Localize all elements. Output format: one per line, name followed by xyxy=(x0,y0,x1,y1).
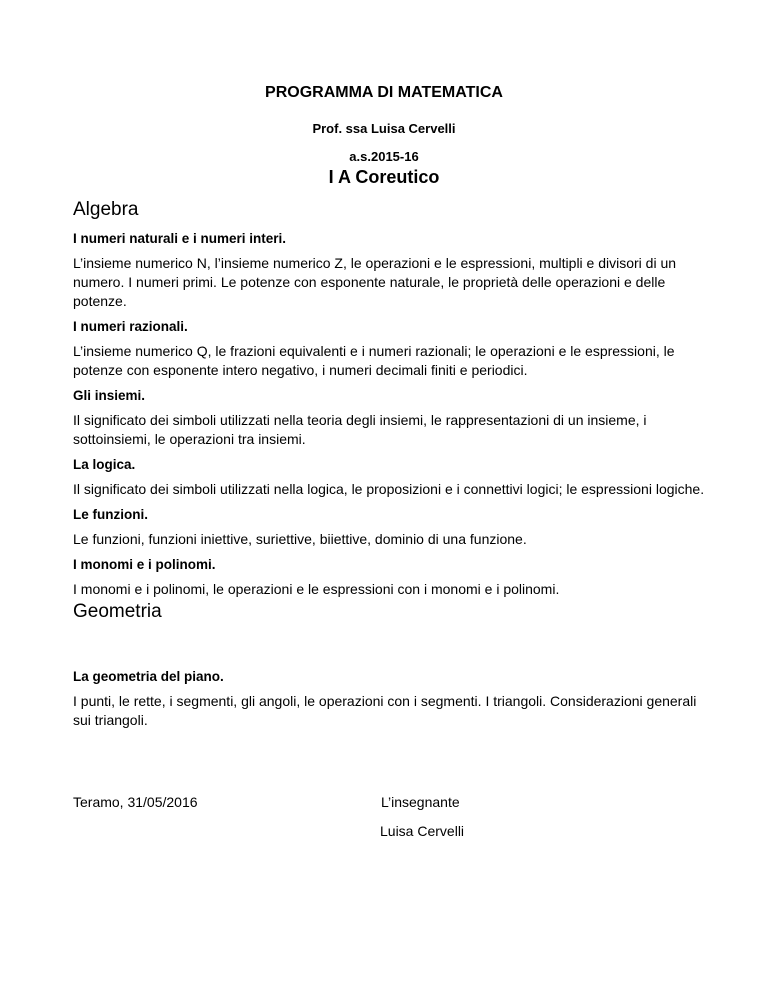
topic-title: I numeri razionali. xyxy=(73,319,188,334)
topic-title: La logica. xyxy=(73,457,136,472)
topic-description: I punti, le rette, i segmenti, gli angoli, le operazioni con i segmenti. I triangoli. Considerazioni generali sui triangoli. xyxy=(73,693,697,728)
topic-item xyxy=(73,387,713,449)
program-content xyxy=(73,197,713,730)
class-name: I A Coreutico xyxy=(328,167,440,187)
topic-item xyxy=(73,230,713,311)
document-title: PROGRAMMA DI MATEMATICA xyxy=(265,84,503,101)
author-name: Prof. ssa Luisa Cervelli xyxy=(312,121,456,136)
school-year: a.s.2015-16 xyxy=(349,149,419,164)
topic-item xyxy=(73,456,713,499)
topic-item xyxy=(73,506,713,549)
topic-description: L’insieme numerico Q, le frazioni equivalenti e i numeri razionali; le operazioni e le espressioni, le potenze con esponente intero negativo, i numeri decimali finiti e periodici. xyxy=(73,343,675,378)
section-heading-algebra: Algebra xyxy=(73,199,139,220)
signer-name: Luisa Cervelli xyxy=(380,823,465,839)
place-date: Teramo, 31/05/2016 xyxy=(73,794,198,810)
topic-description: I monomi e i polinomi, le operazioni e le espressioni con i monomi e i polinomi. xyxy=(73,581,560,597)
topic-description: Il significato dei simboli utilizzati nella teoria degli insiemi, le rappresentazioni di un insieme, i sottoinsiemi, le operazioni tra insiemi. xyxy=(73,412,647,447)
topic-item xyxy=(73,318,713,380)
topic-title: I monomi e i polinomi. xyxy=(73,557,216,572)
topic-description: Le funzioni, funzioni iniettive, suriettive, biiettive, dominio di una funzione. xyxy=(73,531,527,547)
signer-role: L’insegnante xyxy=(381,794,460,810)
topic-item xyxy=(73,668,713,730)
topic-description: L’insieme numerico N, l’insieme numerico Z, le operazioni e le espressioni, multipli e divisori di un numero. I numeri primi. Le potenze con esponente naturale, le proprietà delle operazioni e delle potenze. xyxy=(73,255,677,309)
topic-title: I numeri naturali e i numeri interi. xyxy=(73,231,287,246)
topic-title: Le funzioni. xyxy=(73,507,148,522)
topic-item xyxy=(73,556,713,599)
topic-title: La geometria del piano. xyxy=(73,669,224,684)
topic-description: Il significato dei simboli utilizzati nella logica, le proposizioni e i connettivi logici; le espressioni logiche. xyxy=(73,481,705,497)
section-heading-geometria: Geometria xyxy=(73,601,162,622)
topic-title: Gli insiemi. xyxy=(73,388,146,403)
